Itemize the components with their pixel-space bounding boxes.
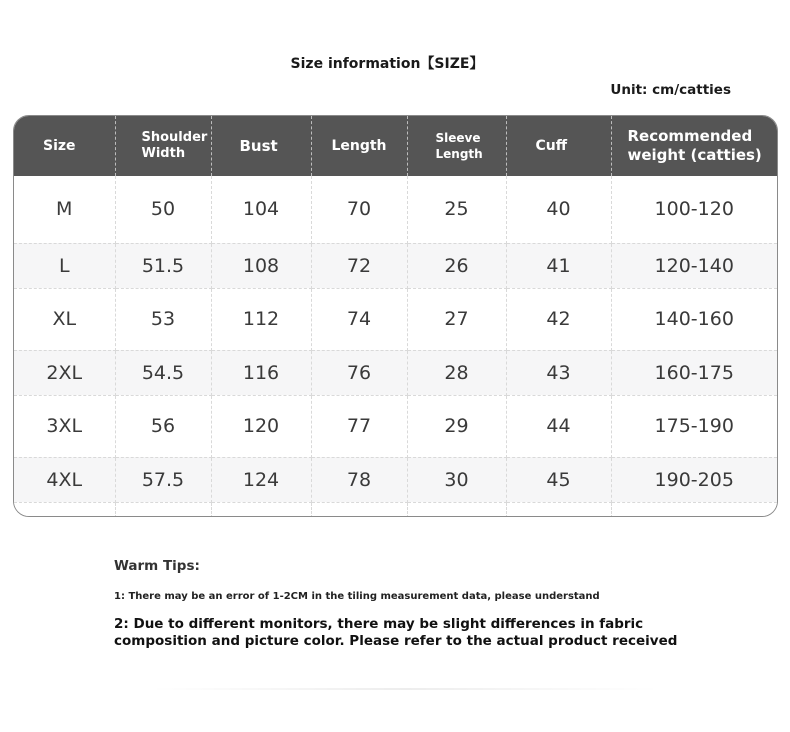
cell-shoulder: 51.5 bbox=[115, 243, 211, 288]
cell-weight: 190-205 bbox=[611, 457, 777, 502]
cell-cuff: 44 bbox=[506, 395, 611, 457]
table-row bbox=[14, 243, 777, 288]
table-row bbox=[14, 288, 777, 350]
cell-bust: 124 bbox=[211, 457, 311, 502]
cell-bust: 116 bbox=[211, 350, 311, 395]
size-table-container bbox=[13, 115, 778, 517]
bottom-shadow-divider bbox=[150, 688, 660, 690]
cell-cuff: 45 bbox=[506, 457, 611, 502]
cell-length: 70 bbox=[311, 176, 407, 243]
cell-size: M bbox=[14, 176, 115, 243]
cell-cuff: 41 bbox=[506, 243, 611, 288]
table-filler-row bbox=[14, 502, 777, 517]
cell-size: 4XL bbox=[14, 457, 115, 502]
cell-sleeve: 25 bbox=[407, 176, 506, 243]
page-title: Size information【SIZE】 bbox=[290, 56, 484, 72]
cell-weight: 100-120 bbox=[611, 176, 777, 243]
header-cuff: Cuff bbox=[506, 116, 611, 176]
header-recommended-weight: Recommended weight (catties) bbox=[627, 127, 762, 164]
cell-shoulder: 53 bbox=[115, 288, 211, 350]
cell-sleeve: 29 bbox=[407, 395, 506, 457]
header-sleeve-length: Sleeve Length bbox=[407, 116, 506, 176]
table-row bbox=[14, 395, 777, 457]
cell-weight: 160-175 bbox=[611, 350, 777, 395]
cell-shoulder: 54.5 bbox=[115, 350, 211, 395]
cell-cuff: 42 bbox=[506, 288, 611, 350]
table-row bbox=[14, 176, 777, 243]
cell-length: 72 bbox=[311, 243, 407, 288]
cell-cuff: 43 bbox=[506, 350, 611, 395]
table-header-row bbox=[14, 116, 777, 176]
unit-label: Unit: cm/catties bbox=[610, 82, 731, 98]
cell-shoulder: 50 bbox=[115, 176, 211, 243]
cell-sleeve: 28 bbox=[407, 350, 506, 395]
tips-heading: Warm Tips: bbox=[114, 558, 200, 574]
cell-size: XL bbox=[14, 288, 115, 350]
cell-bust: 104 bbox=[211, 176, 311, 243]
cell-length: 77 bbox=[311, 395, 407, 457]
cell-weight: 175-190 bbox=[611, 395, 777, 457]
cell-sleeve: 30 bbox=[407, 457, 506, 502]
cell-sleeve: 26 bbox=[407, 243, 506, 288]
cell-size: L bbox=[14, 243, 115, 288]
header-length: Length bbox=[311, 116, 407, 176]
cell-sleeve: 27 bbox=[407, 288, 506, 350]
cell-weight: 140-160 bbox=[611, 288, 777, 350]
tip-measurement-error: 1: There may be an error of 1-2CM in the tiling measurement data, please understand bbox=[114, 591, 600, 602]
cell-weight: 120-140 bbox=[611, 243, 777, 288]
cell-length: 74 bbox=[311, 288, 407, 350]
cell-size: 2XL bbox=[14, 350, 115, 395]
header-size: Size bbox=[14, 116, 115, 176]
cell-shoulder: 57.5 bbox=[115, 457, 211, 502]
tip-monitor-difference: 2: Due to different monitors, there may be slight differences in fabric composition and picture color. Please refer to the actual product received bbox=[114, 616, 678, 649]
cell-size: 3XL bbox=[14, 395, 115, 457]
size-table bbox=[14, 116, 777, 517]
cell-bust: 120 bbox=[211, 395, 311, 457]
cell-length: 76 bbox=[311, 350, 407, 395]
table-row bbox=[14, 457, 777, 502]
cell-length: 78 bbox=[311, 457, 407, 502]
header-shoulder-width: Shoulder Width bbox=[115, 116, 211, 176]
cell-bust: 108 bbox=[211, 243, 311, 288]
header-bust: Bust bbox=[211, 116, 311, 176]
cell-cuff: 40 bbox=[506, 176, 611, 243]
cell-bust: 112 bbox=[211, 288, 311, 350]
table-row bbox=[14, 350, 777, 395]
cell-shoulder: 56 bbox=[115, 395, 211, 457]
